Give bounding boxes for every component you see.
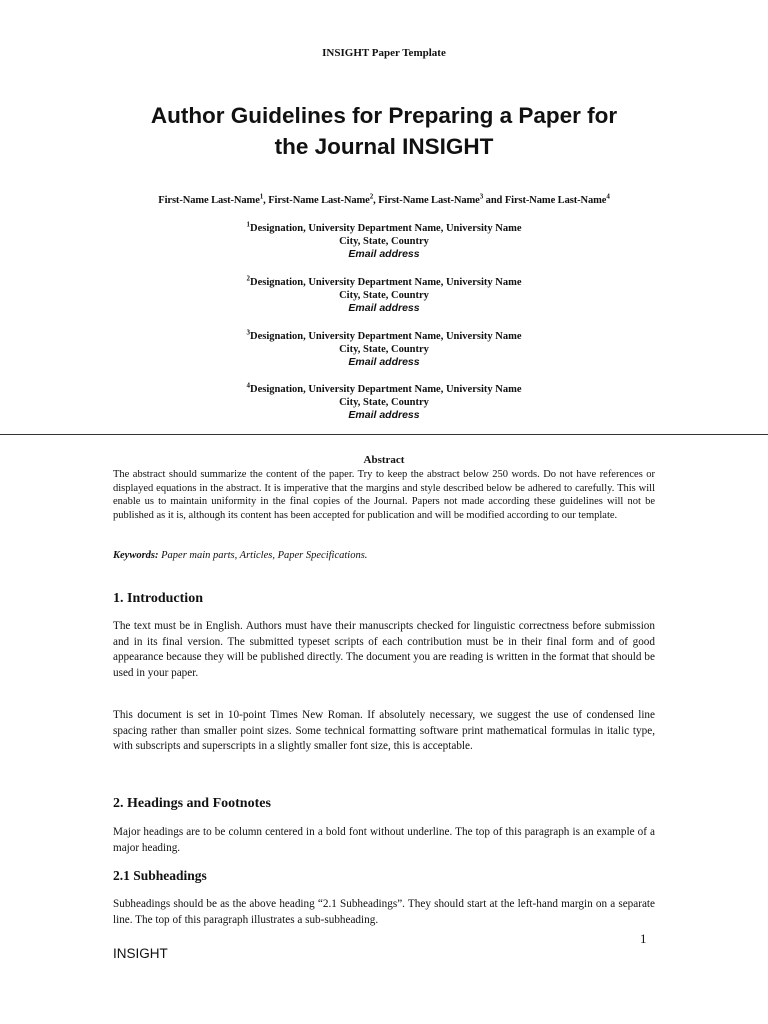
running-head: INSIGHT Paper Template: [322, 47, 446, 59]
keywords-text: Paper main parts, Articles, Paper Specifications.: [158, 550, 368, 561]
affiliation-1: [0, 222, 768, 261]
affiliation-location: City, State, Country: [339, 236, 429, 247]
headings-paragraph: Major headings are to be column centered in a bold font without underline. The top of this paragraph is an example of a major heading.: [113, 826, 655, 854]
introduction-paragraph-1: The text must be in English. Authors must have their manuscripts checked for linguistic correctness before submission and in its final version. The submitted typeset scripts of each contribution must be in their final form and of good appearance because they will be published directly. The document you are reading is written in the format that should be used in your paper.: [113, 620, 655, 679]
affiliation-email: Email address: [348, 302, 420, 314]
page-footer: INSIGHT: [113, 946, 168, 961]
affiliation-sup: 1: [246, 220, 250, 229]
affiliation-line: Designation, University Department Name, University Name: [250, 384, 522, 395]
abstract-heading: Abstract: [363, 454, 405, 466]
section-divider: [0, 434, 768, 435]
subsection-paragraph: Subheadings should be as the above heading “2.1 Subheadings”. They should start at the left-hand margin on a separate line. The top of this paragraph illustrates a sub-subheading.: [113, 898, 655, 926]
affiliation-4: [0, 383, 768, 422]
affiliation-line: Designation, University Department Name, University Name: [250, 277, 522, 288]
author-sup: 2: [369, 192, 374, 201]
page-number: 1: [640, 931, 647, 946]
section-heading-headings: 2. Headings and Footnotes: [113, 796, 271, 811]
affiliation-location: City, State, Country: [339, 397, 429, 408]
author-sup: 3: [479, 192, 484, 201]
author-name: First-Name Last-Name: [504, 195, 607, 206]
paper-title: [0, 100, 768, 162]
affiliation-3: [0, 330, 768, 369]
keywords: [113, 549, 655, 563]
abstract-text: The abstract should summarize the content of the paper. Try to keep the abstract below 250 words. Do not have references or displayed equations in the abstract. It is imperative that the margins and style described below be adhered to carefully. This will enable us to maintain uniformity in the final copies of the Journal. Papers not made according these guidelines will not be published as it is, although its content has been accepted for publication and will be modified according to our template.: [113, 469, 655, 521]
affiliation-sup: 3: [246, 328, 250, 337]
subsection-heading: 2.1 Subheadings: [113, 868, 207, 883]
author-name: First-Name Last-Name: [268, 195, 370, 206]
author-sup: 1: [259, 192, 264, 201]
introduction-paragraph-2: This document is set in 10-point Times New Roman. If absolutely necessary, we suggest the use of condensed line spacing rather than smaller point sizes. Some technical formatting software print mathematical formulas in italic type, with subscripts and superscripts in a slightly smaller font size, this is acceptable.: [113, 709, 655, 752]
affiliation-line: Designation, University Department Name, University Name: [250, 331, 522, 342]
author-and: and: [483, 195, 505, 206]
affiliation-location: City, State, Country: [339, 344, 429, 355]
affiliation-line: Designation, University Department Name, University Name: [250, 223, 522, 234]
title-line-1: Author Guidelines for Preparing a Paper for: [150, 103, 618, 128]
affiliation-sup: 2: [246, 274, 250, 283]
author-list: [0, 192, 768, 206]
author-name: First-Name Last-Name: [158, 195, 260, 206]
title-line-2: the Journal INSIGHT: [274, 134, 494, 159]
abstract-body: [113, 468, 655, 522]
author-separator: ,: [373, 195, 379, 206]
author-name: First-Name Last-Name: [378, 195, 480, 206]
affiliation-email: Email address: [348, 248, 420, 260]
affiliation-sup: 4: [246, 381, 250, 390]
keywords-label: Keywords:: [113, 550, 159, 561]
affiliation-email: Email address: [348, 356, 420, 368]
affiliation-email: Email address: [348, 409, 420, 421]
affiliation-location: City, State, Country: [339, 290, 429, 301]
author-sup: 4: [606, 192, 610, 201]
affiliation-2: [0, 276, 768, 315]
author-separator: ,: [263, 195, 269, 206]
section-heading-introduction: 1. Introduction: [113, 591, 203, 606]
